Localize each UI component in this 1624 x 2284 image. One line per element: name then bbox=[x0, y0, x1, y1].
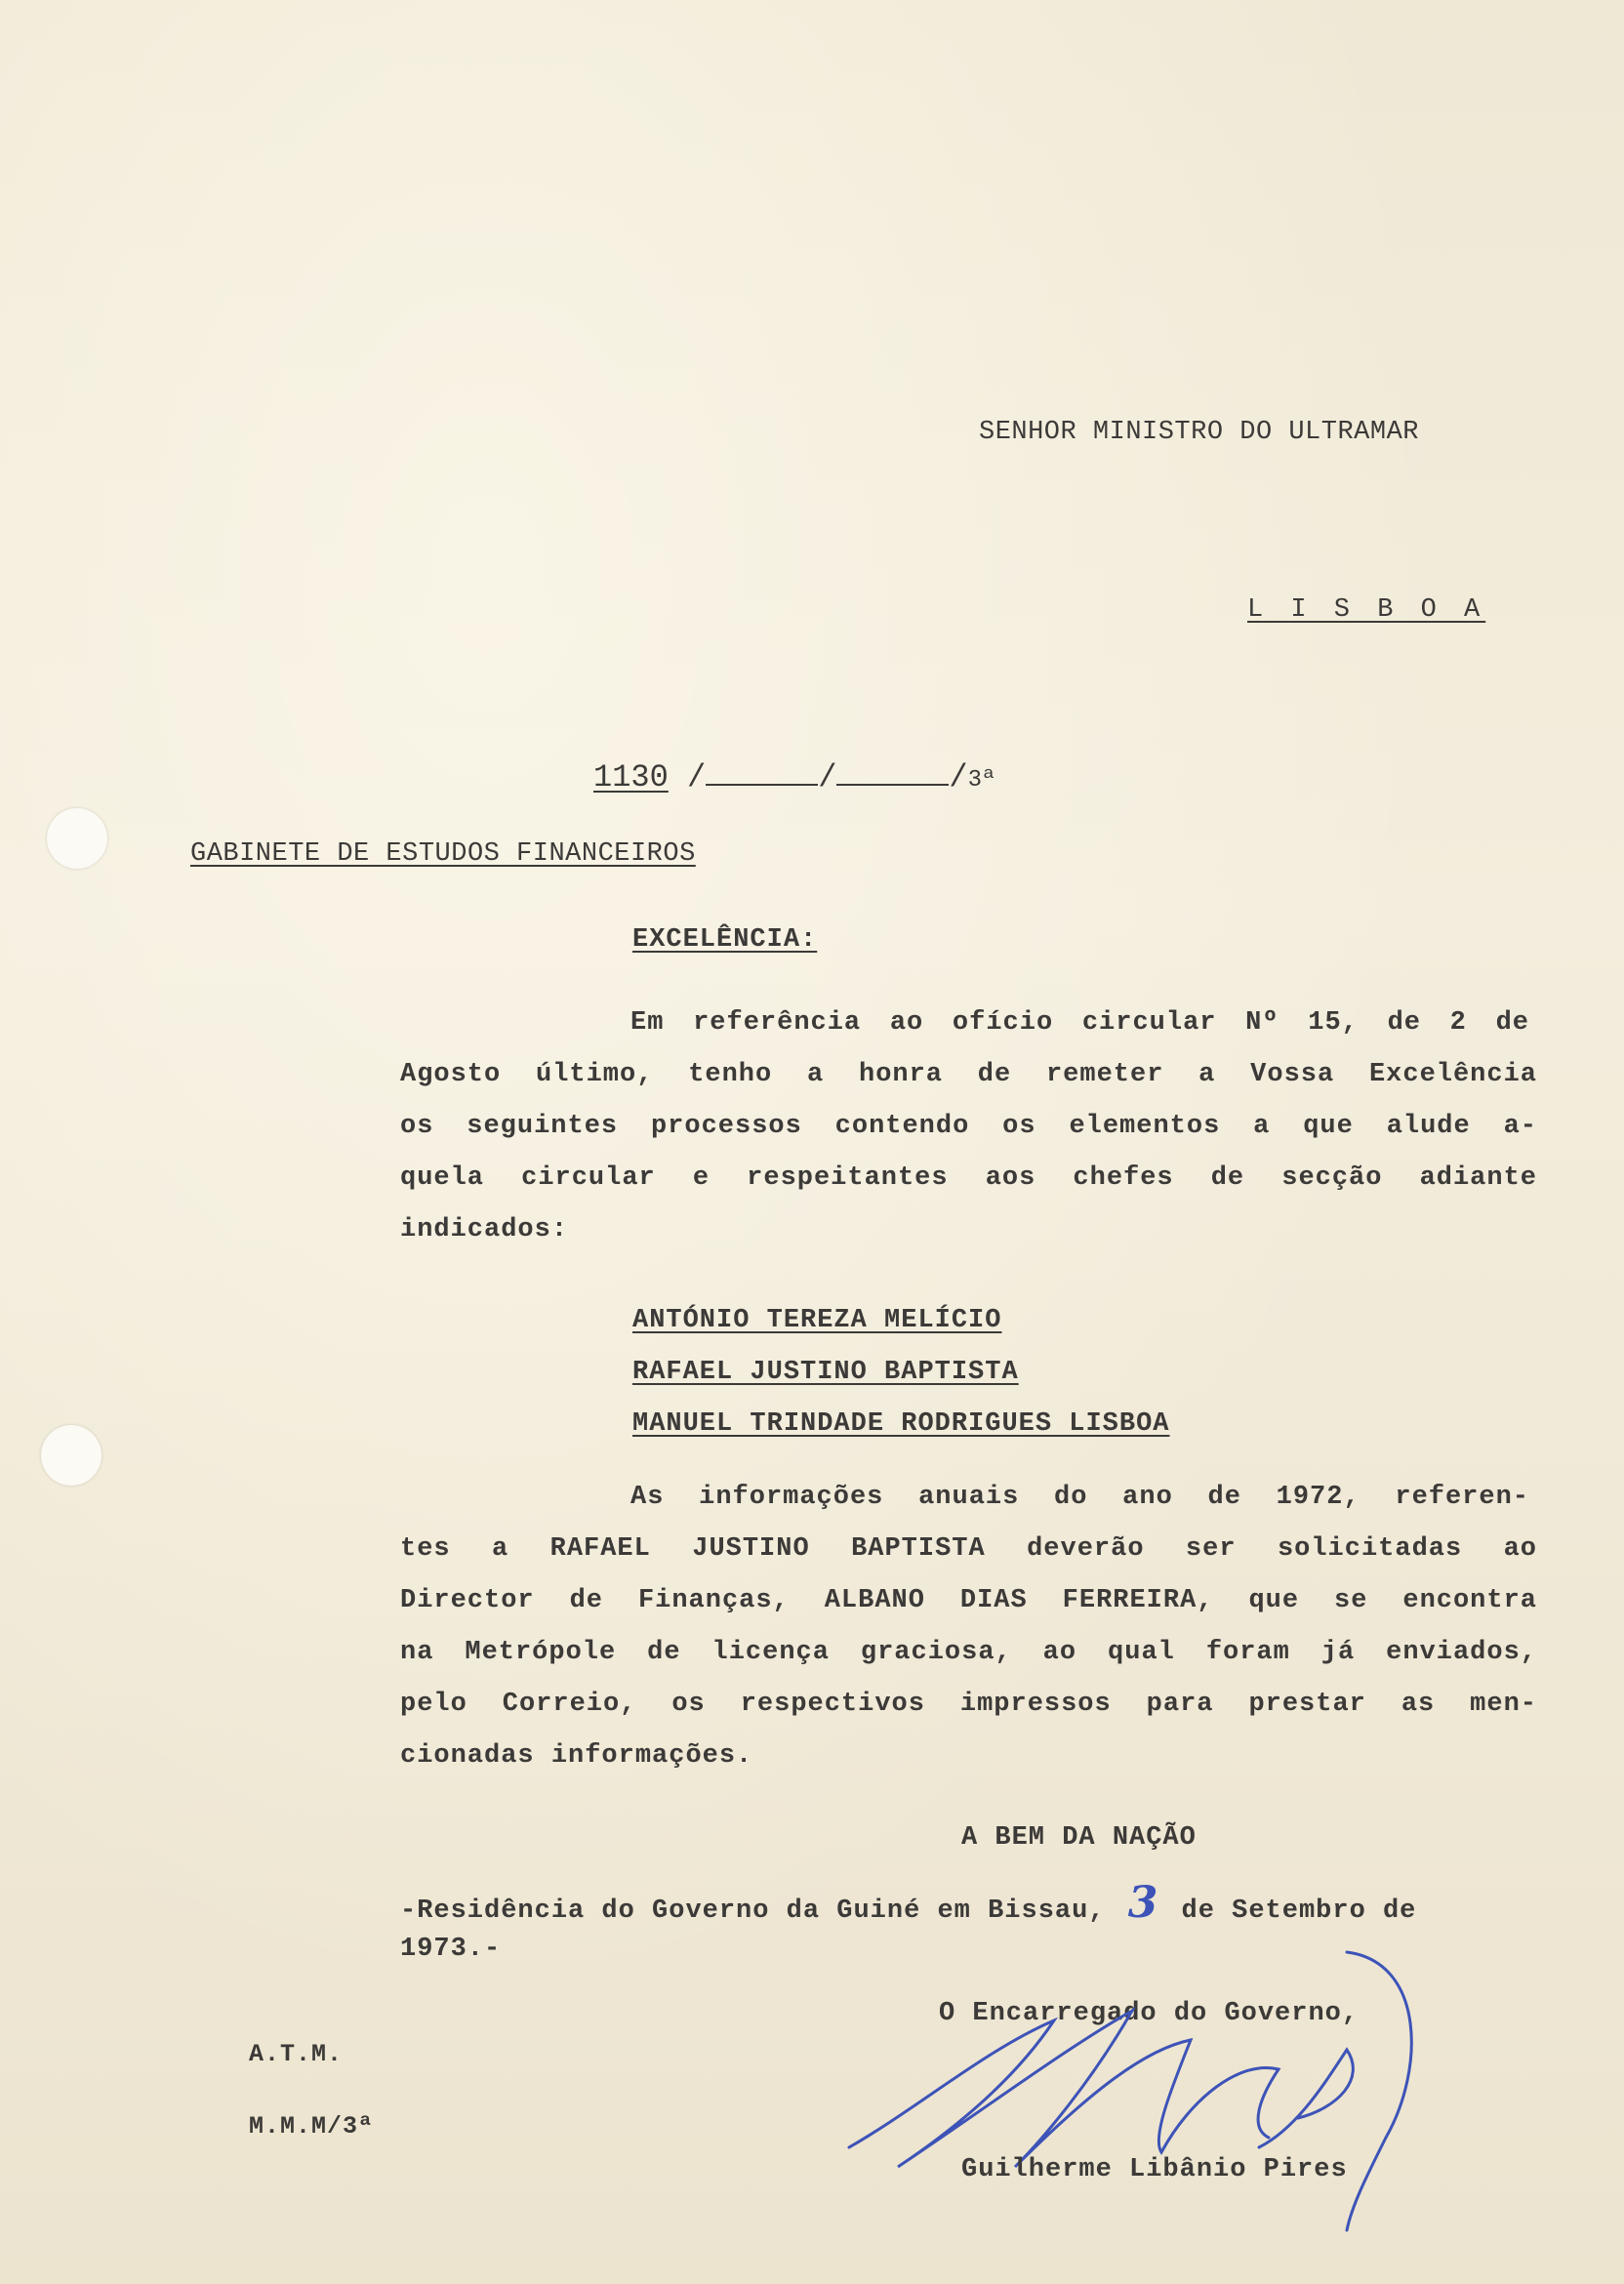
punch-hole-bottom bbox=[41, 1425, 102, 1486]
paragraph-1-line: indicados: bbox=[400, 1215, 569, 1244]
signatory-name: Guilherme Libânio Pires bbox=[961, 2155, 1348, 2184]
signature-scribble bbox=[839, 1942, 1464, 2235]
reference-blank-1 bbox=[706, 766, 818, 786]
handwritten-day: 3 bbox=[1127, 1878, 1159, 1928]
paragraph-2-line: As informações anuais do ano de 1972, referen- bbox=[630, 1483, 1529, 1512]
signature-stroke bbox=[849, 2011, 1279, 2167]
initials-line-1: A.T.M. bbox=[249, 2040, 344, 2068]
signature-stroke bbox=[1347, 1952, 1411, 2230]
place-date-prefix: -Residência do Governo da Guiné em Bissau, bbox=[400, 1897, 1106, 1926]
paragraph-2-line: pelo Correio, os respectivos impressos para prestar as men- bbox=[400, 1690, 1537, 1719]
reference-suffix: 3ª bbox=[967, 767, 996, 794]
body-paragraph-2 bbox=[400, 1472, 1537, 1782]
department-name: GABINETE DE ESTUDOS FINANCEIROS bbox=[190, 839, 696, 869]
addressee-title: SENHOR MINISTRO DO ULTRAMAR bbox=[979, 418, 1419, 447]
paragraph-1-line: os seguintes processos contendo os elementos a que alude a- bbox=[400, 1112, 1537, 1141]
name-item: MANUEL TRINDADE RODRIGUES LISBOA bbox=[632, 1409, 1170, 1439]
initials-line-2: M.M.M/3ª bbox=[249, 2112, 375, 2141]
paragraph-2-line: na Metrópole de licença graciosa, ao qual foram já enviados, bbox=[400, 1638, 1537, 1667]
reference-line: 1130 / / /3ª bbox=[593, 759, 996, 795]
punch-hole-top bbox=[47, 808, 107, 869]
name-item: ANTÓNIO TEREZA MELÍCIO bbox=[632, 1306, 1002, 1335]
date-year: 1973.- bbox=[400, 1935, 502, 1964]
reference-number: 1130 bbox=[593, 759, 669, 795]
body-paragraph-1 bbox=[400, 998, 1537, 1256]
place-date-suffix: de Setembro de bbox=[1181, 1897, 1417, 1926]
addressee-city: L I S B O A bbox=[1247, 595, 1486, 625]
paragraph-1-line: Agosto último, tenho a honra de remeter a Vossa Excelência bbox=[400, 1060, 1537, 1089]
salutation: EXCELÊNCIA: bbox=[632, 925, 818, 955]
paragraph-2-line: tes a RAFAEL JUSTINO BAPTISTA deverão ser solicitadas ao bbox=[400, 1534, 1537, 1564]
paragraph-2-line: cionadas informações. bbox=[400, 1741, 753, 1771]
place-date-line bbox=[400, 1878, 1416, 1928]
paragraph-1-line: Em referência ao ofício circular Nº 15, de 2 de bbox=[630, 1008, 1529, 1038]
reference-blank-2 bbox=[836, 766, 949, 786]
paragraph-2-line: Director de Finanças, ALBANO DIAS FERREIRA, que se encontra bbox=[400, 1586, 1537, 1615]
closing-formula: A BEM DA NAÇÃO bbox=[961, 1823, 1197, 1853]
name-item: RAFAEL JUSTINO BAPTISTA bbox=[632, 1358, 1019, 1387]
signatory-role: O Encarregado do Governo, bbox=[939, 1999, 1360, 2028]
signature-stroke bbox=[1259, 2050, 1353, 2147]
paragraph-1-line: quela circular e respeitantes aos chefes de secção adiante bbox=[400, 1163, 1537, 1193]
